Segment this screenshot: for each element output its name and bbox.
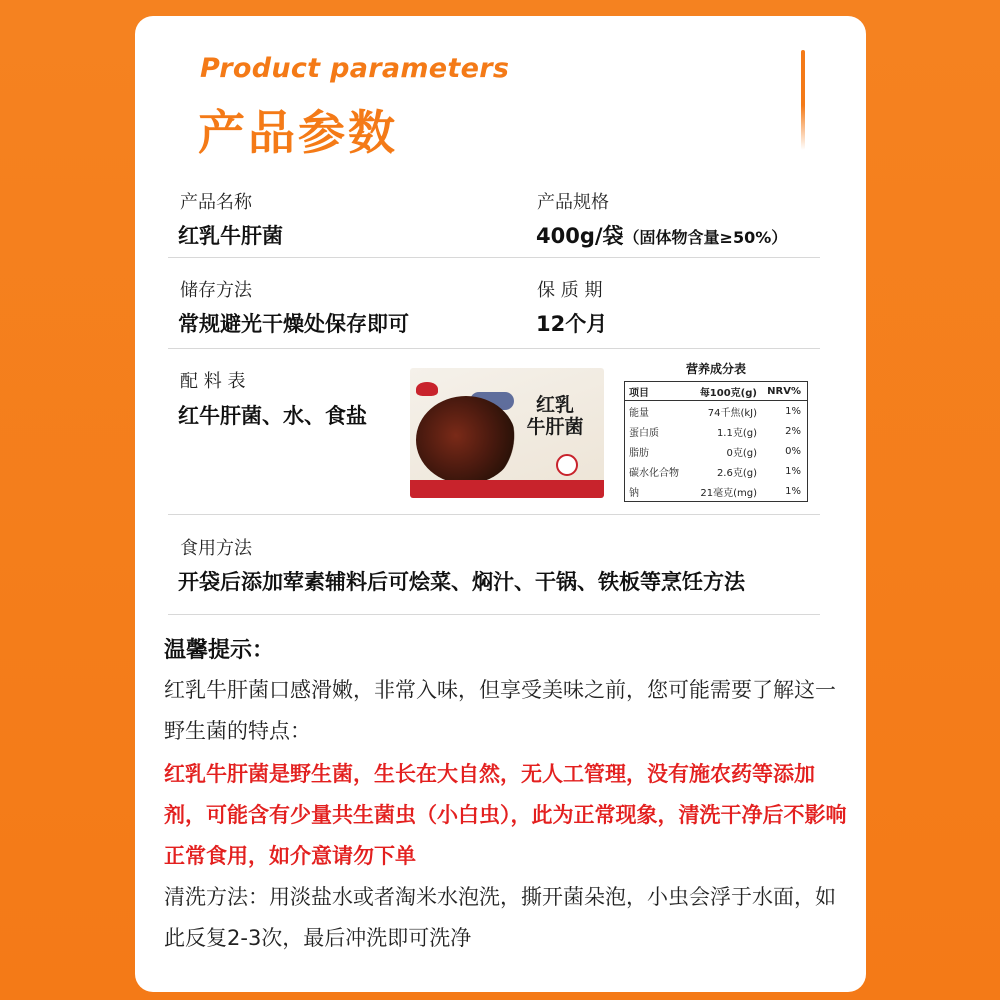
tips-heading: 温馨提示： (164, 638, 275, 663)
nutrition-title: 营养成分表 (685, 362, 746, 376)
nutrition-table (624, 381, 808, 502)
title-chinese: 产品参数 (198, 106, 398, 161)
package-title-line1: 红乳 (535, 394, 574, 416)
divider (168, 514, 820, 515)
divider (168, 257, 820, 258)
spec-note: （固体物含量≥50%） (623, 228, 788, 247)
nutrition-item: 脂肪 (629, 447, 649, 459)
shelf-life-label: 保 质 期 (537, 280, 603, 301)
divider (168, 348, 820, 349)
package-title (510, 394, 600, 438)
spec-value: 400g/袋 (536, 224, 624, 248)
package-stripe (410, 480, 604, 498)
package-title-line2: 牛肝菌 (526, 416, 584, 438)
nutrition-item: 钠 (629, 487, 639, 499)
nutrition-row (625, 481, 807, 501)
spec-label: 产品规格 (537, 192, 609, 213)
seal-icon (556, 454, 578, 476)
nutrition-header-per100: 每100克(g) (699, 387, 757, 399)
tips-intro: 红乳牛肝菌口感滑嫩，非常入味，但享受美味之前，您可能需要了解这一野生菌的特点： (164, 678, 836, 743)
nutrition-nrv: 2% (785, 425, 801, 437)
accent-bar (801, 50, 805, 150)
tips-cleaning: 清洗方法：用淡盐水或者淘米水泡洗，撕开菌朵泡，小虫会浮于水面，如此反复2-3次，最后冲洗即可洗净 (164, 885, 836, 950)
product-package-image (410, 368, 604, 498)
nutrition-nrv: 0% (785, 445, 801, 457)
spec-value-line (536, 220, 787, 250)
title-english: Product parameters (200, 53, 510, 84)
storage-value: 常规避光干燥处保存即可 (178, 312, 409, 336)
brand-logo-icon (416, 382, 438, 396)
mushroom-dish-icon (416, 396, 516, 484)
nutrition-item: 能量 (629, 407, 649, 419)
tips-warning: 红乳牛肝菌是野生菌，生长在大自然，无人工管理，没有施农药等添加剂，可能含有少量共生菌虫（小白虫），此为正常现象，清洗干净后不影响正常食用，如介意请勿下单 (164, 762, 847, 868)
usage-label: 食用方法 (180, 538, 252, 559)
nutrition-amount: 2.6克(g) (716, 467, 757, 479)
nutrition-nrv: 1% (785, 485, 801, 497)
nutrition-amount: 1.1克(g) (716, 427, 757, 439)
product-name-label: 产品名称 (180, 192, 252, 213)
nutrition-amount: 0克(g) (726, 447, 757, 459)
product-name-value: 红乳牛肝菌 (178, 224, 283, 248)
usage-value: 开袋后添加荤素辅料后可烩菜、焖汁、干锅、铁板等烹饪方法 (178, 570, 745, 594)
nutrition-row (625, 441, 807, 461)
divider (168, 614, 820, 615)
nutrition-header-row (625, 382, 807, 401)
nutrition-nrv: 1% (785, 465, 801, 477)
nutrition-row (625, 421, 807, 441)
nutrition-amount: 74千焦(kJ) (707, 407, 757, 419)
nutrition-item: 蛋白质 (629, 427, 659, 439)
nutrition-item: 碳水化合物 (629, 467, 679, 479)
shelf-life-value: 12个月 (536, 312, 608, 336)
storage-label: 储存方法 (180, 280, 252, 301)
nutrition-row (625, 461, 807, 481)
nutrition-header-nrv: NRV% (767, 385, 801, 397)
nutrition-header-item: 项目 (629, 387, 649, 399)
ingredients-label: 配 料 表 (180, 371, 246, 392)
ingredients-value: 红牛肝菌、水、食盐 (178, 404, 367, 428)
nutrition-amount: 21毫克(mg) (700, 487, 757, 499)
nutrition-row (625, 401, 807, 421)
nutrition-nrv: 1% (785, 405, 801, 417)
